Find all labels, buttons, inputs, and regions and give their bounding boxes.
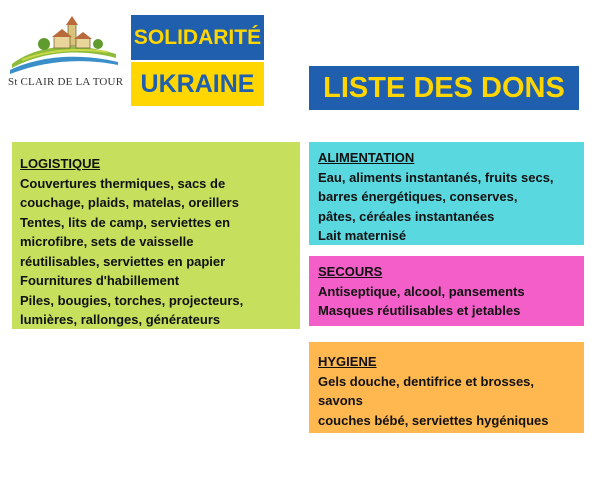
hygiene-line: couches bébé, serviettes hygéniques <box>318 412 549 428</box>
alimentation-heading: ALIMENTATION <box>318 150 415 165</box>
village-church-logo-icon <box>8 14 120 76</box>
municipality-logo <box>8 14 124 94</box>
hygiene-heading: HYGIENE <box>318 354 377 369</box>
secours-card <box>309 256 584 326</box>
ukraine-banner: UKRAINE <box>131 62 264 106</box>
hygiene-line: savons <box>318 393 363 408</box>
logo-text: St CLAIR DE LA TOUR <box>8 76 124 88</box>
secours-line: Antiseptique, alcool, pansements <box>318 283 525 299</box>
logistique-line: Tentes, lits de camp, serviettes en <box>20 214 231 230</box>
logistique-line: réutilisables, serviettes en papier <box>20 253 226 269</box>
logistique-line: Couvertures thermiques, sacs de <box>20 175 226 191</box>
alimentation-line: Lait maternisé <box>318 228 407 243</box>
page-title: LISTE DES DONS <box>309 66 579 110</box>
logistique-line: lumières, rallonges, générateurs <box>20 312 221 327</box>
logistique-line: microfibre, sets de vaisselle <box>20 234 194 249</box>
logistique-line: Piles, bougies, torches, projecteurs, <box>20 292 244 308</box>
alimentation-line: pâtes, céréales instantanées <box>318 208 495 224</box>
logistique-card <box>12 142 300 329</box>
alimentation-line: Eau, aliments instantanés, fruits secs, <box>318 169 554 185</box>
alimentation-card <box>309 142 584 245</box>
secours-heading: SECOURS <box>318 264 383 279</box>
alimentation-line: barres énergétiques, conserves, <box>318 189 518 204</box>
solidarite-banner: SOLIDARITÉ <box>131 15 264 60</box>
logistique-line: Fournitures d'habillement <box>20 273 180 288</box>
logistique-line: couchage, plaids, matelas, oreillers <box>20 195 239 210</box>
logistique-heading: LOGISTIQUE <box>20 156 101 171</box>
secours-line: Masques réutilisables et jetables <box>318 303 521 318</box>
hygiene-card <box>309 342 584 433</box>
hygiene-line: Gels douche, dentifrice et brosses, <box>318 373 535 389</box>
